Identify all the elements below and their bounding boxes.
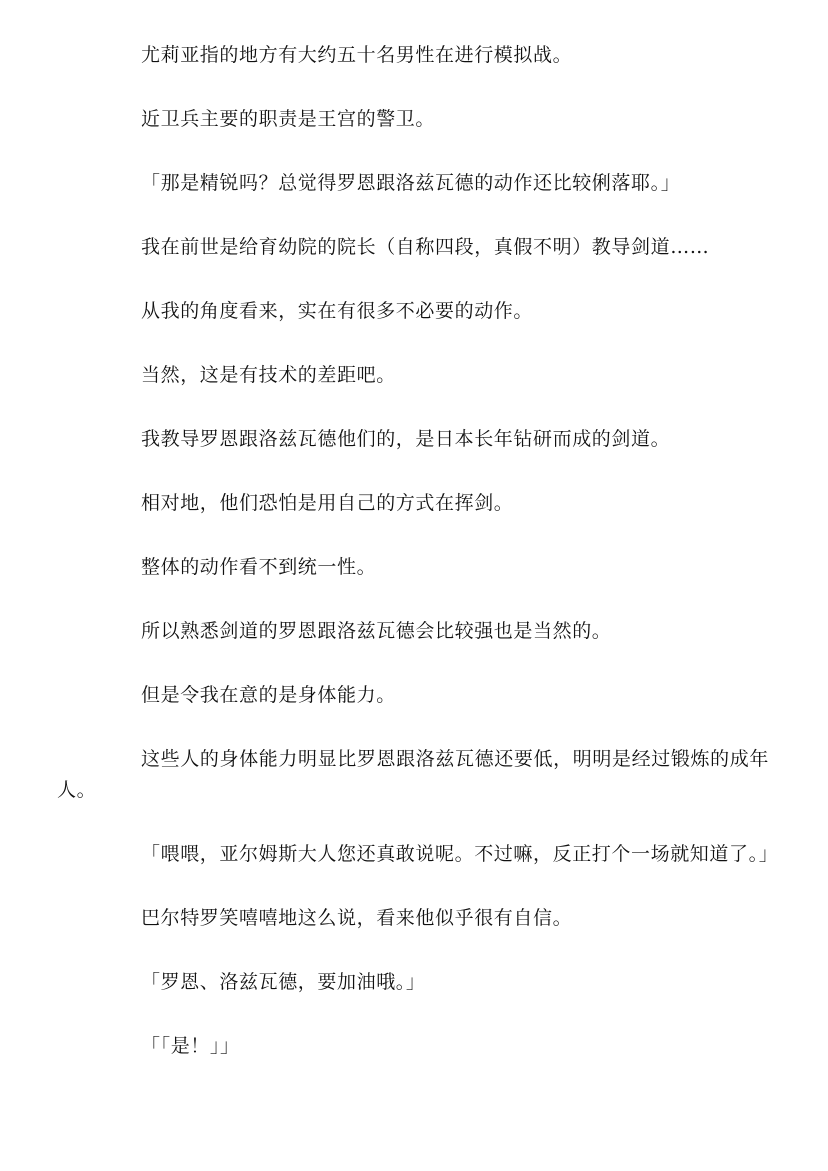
dialogue-paragraph: 「「是！」」 [141,1035,240,1057]
paragraph: 所以熟悉剑道的罗恩跟洛兹瓦德会比较强也是当然的。 [141,620,612,642]
paragraph: 相对地，他们恐怕是用自己的方式在挥剑。 [141,492,514,514]
paragraph: 从我的角度看来，实在有很多不必要的动作。 [141,300,534,322]
paragraph: 巴尔特罗笑嘻嘻地这么说，看来他似乎很有自信。 [141,907,573,929]
dialogue-paragraph: 「罗恩、洛兹瓦德，要加油哦。」 [141,971,426,993]
dialogue-paragraph: 「那是精锐吗？总觉得罗恩跟洛兹瓦德的动作还比较俐落耶。」 [141,172,681,194]
paragraph: 我在前世是给育幼院的院长（自称四段，真假不明）教导剑道…… [141,236,710,258]
paragraph: 当然，这是有技术的差距吧。 [141,364,396,386]
paragraph: 整体的动作看不到统一性。 [141,556,377,578]
paragraph: 我教导罗恩跟洛兹瓦德他们的，是日本长年钻研而成的剑道。 [141,428,671,450]
paragraph: 但是令我在意的是身体能力。 [141,684,396,706]
dialogue-paragraph: 「喂喂，亚尔姆斯大人您还真敢说呢。不过嘛，反正打个一场就知道了。」 [141,843,779,865]
paragraph: 这些人的身体能力明显比罗恩跟洛兹瓦德还要低，明明是经过锻炼的成年人。 [57,748,769,801]
paragraph: 尤莉亚指的地方有大约五十名男性在进行模拟战。 [141,44,573,66]
body-text [57,40,779,1095]
paragraph: 近卫兵主要的职责是王宫的警卫。 [141,108,436,130]
